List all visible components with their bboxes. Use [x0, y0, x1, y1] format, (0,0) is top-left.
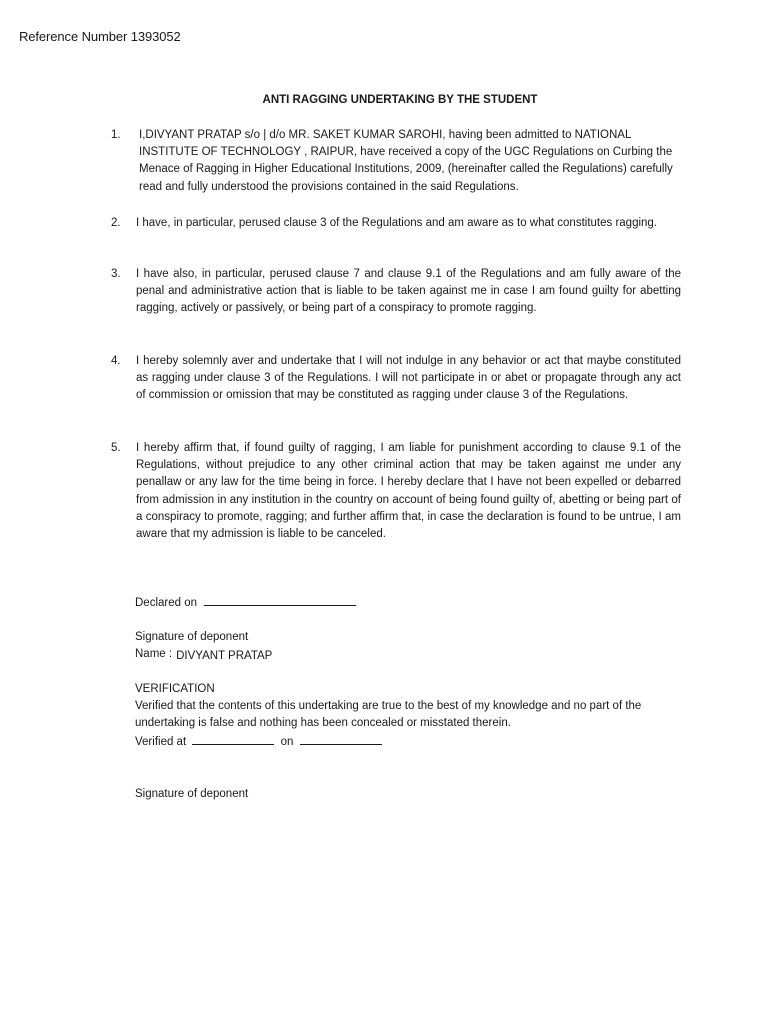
declared-on-line: [135, 594, 356, 612]
clause-item-4: [111, 353, 681, 405]
declared-on-label: Declared on: [135, 597, 198, 609]
declared-on-blank[interactable]: [204, 594, 356, 606]
on-label: on: [280, 735, 294, 748]
clause-item-1: [111, 127, 681, 196]
name-value: DIVYANT PRATAP: [176, 650, 273, 663]
verification-text: Verified that the contents of this undertaking are true to the best of my knowledge and no part of the undertaking is false and nothing has been concealed or misstated therein.: [135, 700, 642, 730]
clause-item-2: [111, 215, 681, 232]
name-line: [135, 646, 272, 663]
clause-number: 5.: [111, 442, 121, 454]
signature-block: [135, 629, 272, 663]
verified-at-label: Verified at: [135, 735, 187, 748]
clause-item-3: [111, 266, 681, 318]
final-signature-label: Signature of deponent: [135, 788, 249, 800]
clause-text: I have, in particular, perused clause 3 of the Regulations and am aware as to what constitutes ragging.: [136, 217, 658, 229]
clause-text: I,DIVYANT PRATAP s/o | d/o MR. SAKET KUMAR SAROHI, having been admitted to NATIONAL INSTITUTE OF TECHNOLOGY , RAIPUR, have received a copy of the UGC Regulations on Curbing the Menace of Ragging in Higher Educational Institutions, 2009, (hereinafter called the Regulations) carefully read and fully understood the provisions contained in the said Regulations.: [139, 129, 673, 193]
reference-number: Reference Number 1393052: [19, 29, 181, 44]
clause-text: I hereby solemnly aver and undertake that I will not indulge in any behavior or act that maybe constituted as ragging under clause 3 of the Regulations. I will not participate in or abet or propagate through any act of commission or omission that may be constituted as ragging under clause 3 of the Regulations.: [136, 355, 681, 402]
verified-on-blank[interactable]: [300, 733, 382, 745]
clause-item-5: [111, 440, 681, 543]
clause-number: 1.: [111, 129, 121, 141]
document-title: ANTI RAGGING UNDERTAKING BY THE STUDENT: [262, 94, 538, 106]
verification-heading: VERIFICATION: [135, 683, 215, 695]
clause-number: 2.: [111, 217, 121, 229]
signature-label: Signature of deponent: [135, 631, 249, 643]
name-label: Name :: [135, 648, 173, 661]
verification-block: [135, 681, 675, 751]
clause-number: 4.: [111, 355, 121, 367]
clause-number: 3.: [111, 268, 121, 280]
verified-at-blank[interactable]: [192, 733, 274, 745]
clause-text: I have also, in particular, perused clause 7 and clause 9.1 of the Regulations and am fully aware of the penal and administrative action that is liable to be taken against me in case I am found guilty for abetting ragging, actively or passively, or being part of a conspiracy to promote ragging.: [136, 268, 681, 315]
verified-at-line: [135, 733, 675, 751]
clause-text: I hereby affirm that, if found guilty of ragging, I am liable for punishment according to clause 9.1 of the Regulations, without prejudice to any other criminal action that may be taken against me under any penallaw or any law for the time being in force. I hereby declare that I have not been expelled or debarred from admission in any institution in the country on account of being found guilty of, abetting or being part of a conspiracy to promote, ragging; and further affirm that, in case the declaration is found to be untrue, I am aware that my admission is liable to be canceled.: [136, 442, 681, 541]
